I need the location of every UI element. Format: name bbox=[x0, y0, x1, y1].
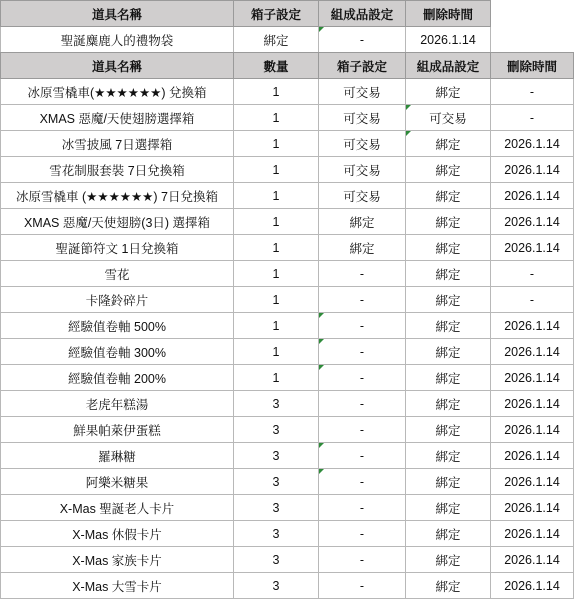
cell-box-setting bbox=[319, 105, 406, 131]
cell-delete-time-value: 2026.1.14 bbox=[504, 214, 560, 229]
cell-component-value: - bbox=[359, 32, 365, 47]
cell-component-setting bbox=[406, 417, 491, 443]
cell-component-setting-value: 綁定 bbox=[435, 449, 461, 464]
cell-delete-time bbox=[491, 391, 574, 417]
cell-delete-time-value: 2026.1.14 bbox=[504, 370, 560, 385]
cell-box-setting-value: 可交易 bbox=[343, 137, 381, 152]
cell-quantity bbox=[234, 495, 319, 521]
cell-delete-time-value: 2026.1.14 bbox=[504, 552, 560, 567]
cell-item-name bbox=[1, 287, 234, 313]
cell-item-name bbox=[1, 417, 234, 443]
cell-quantity-value: 3 bbox=[272, 526, 280, 541]
cell-component-setting bbox=[406, 547, 491, 573]
table-row bbox=[1, 521, 574, 547]
cell-delete-time-value: 2026.1.14 bbox=[504, 344, 560, 359]
cell-delete-time bbox=[491, 235, 574, 261]
cell-quantity-value: 1 bbox=[272, 84, 280, 99]
cell-component-setting bbox=[406, 157, 491, 183]
cell-quantity bbox=[234, 339, 319, 365]
cell-quantity bbox=[234, 261, 319, 287]
cell-delete-time-value: 2026.1.14 bbox=[504, 448, 560, 463]
cell-quantity bbox=[234, 287, 319, 313]
cell-box-setting bbox=[319, 313, 406, 339]
cell-component-setting-value: 可交易 bbox=[429, 111, 467, 126]
cell-quantity-value: 3 bbox=[272, 448, 280, 463]
table-row bbox=[1, 495, 574, 521]
cell-component-setting-value: 綁定 bbox=[435, 241, 461, 256]
cell-component-setting bbox=[406, 79, 491, 105]
cell-quantity bbox=[234, 79, 319, 105]
cell-item-name bbox=[1, 365, 234, 391]
cell-box-setting bbox=[319, 573, 406, 599]
cell-box-setting-value: - bbox=[359, 448, 365, 463]
cell-component-setting-value: 綁定 bbox=[435, 85, 461, 100]
items-table bbox=[0, 52, 574, 599]
cell-quantity bbox=[234, 547, 319, 573]
cell-item-name-value: 鮮果帕萊伊蛋糕 bbox=[73, 423, 161, 438]
cell-box-setting bbox=[319, 183, 406, 209]
cell-item-name-value: 經驗值卷軸 200% bbox=[68, 371, 166, 386]
table-row bbox=[1, 443, 574, 469]
cell-box-setting bbox=[319, 365, 406, 391]
cell-component-setting bbox=[406, 469, 491, 495]
cell-box-setting-value: - bbox=[359, 422, 365, 437]
cell-delete-time-value: - bbox=[529, 266, 535, 281]
cell-delete-time bbox=[491, 313, 574, 339]
cell-box-setting bbox=[319, 157, 406, 183]
cell-delete-time-value: 2026.1.14 bbox=[504, 474, 560, 489]
cell-delete-time bbox=[491, 417, 574, 443]
cell-delete-time bbox=[491, 157, 574, 183]
table-row bbox=[1, 391, 574, 417]
cell-box-setting-value: - bbox=[359, 552, 365, 567]
cell-delete-time bbox=[491, 261, 574, 287]
cell-component-setting bbox=[406, 573, 491, 599]
cell-component-setting bbox=[406, 339, 491, 365]
cell-quantity bbox=[234, 573, 319, 599]
header-box-setting: 箱子設定 bbox=[234, 1, 319, 27]
table-row bbox=[1, 105, 574, 131]
cell-quantity bbox=[234, 209, 319, 235]
gift-bag-header-row bbox=[1, 1, 491, 27]
cell-component-setting bbox=[406, 209, 491, 235]
table-row bbox=[1, 131, 574, 157]
cell-box-setting-value: - bbox=[359, 396, 365, 411]
cell-box-setting bbox=[319, 443, 406, 469]
cell-quantity-value: 3 bbox=[272, 474, 280, 489]
cell-component-setting-value: 綁定 bbox=[435, 215, 461, 230]
cell-item-name-value: X-Mas 休假卡片 bbox=[72, 527, 162, 542]
gift-bag-table bbox=[0, 0, 491, 53]
cell-item-name bbox=[1, 469, 234, 495]
cell-quantity bbox=[234, 443, 319, 469]
table-row bbox=[1, 287, 574, 313]
cell-delete-time-value: 2026.1.14 bbox=[504, 526, 560, 541]
cell-marker-icon bbox=[319, 27, 324, 32]
cell-box-setting bbox=[319, 261, 406, 287]
cell-component-setting bbox=[406, 391, 491, 417]
cell-quantity bbox=[234, 365, 319, 391]
cell-quantity-value: 1 bbox=[272, 136, 280, 151]
cell-box-setting-value: - bbox=[359, 292, 365, 307]
cell-item-name bbox=[1, 573, 234, 599]
cell-quantity bbox=[234, 313, 319, 339]
table-row bbox=[1, 339, 574, 365]
table-row bbox=[1, 235, 574, 261]
header-delete-time: 刪除時間 bbox=[491, 53, 574, 79]
cell-component-setting bbox=[406, 235, 491, 261]
cell-box-setting-value: - bbox=[359, 500, 365, 515]
cell-component-setting bbox=[406, 183, 491, 209]
cell-component-setting-value: 綁定 bbox=[435, 423, 461, 438]
cell-quantity-value: 1 bbox=[272, 214, 280, 229]
cell-item-name bbox=[1, 339, 234, 365]
cell-item-name bbox=[1, 157, 234, 183]
cell-quantity bbox=[234, 157, 319, 183]
table-row bbox=[1, 469, 574, 495]
cell-delete-time-value: 2026.1.14 bbox=[504, 578, 560, 593]
cell-delete-time-value: 2026.1.14 bbox=[504, 422, 560, 437]
cell-delete-time-value: 2026.1.14 bbox=[504, 396, 560, 411]
cell-component-setting-value: 綁定 bbox=[435, 475, 461, 490]
items-header-row bbox=[1, 53, 574, 79]
cell-item-name-value: 卡隆鈴碎片 bbox=[85, 293, 149, 308]
cell-marker-icon bbox=[319, 365, 324, 370]
cell-item-name-value: 阿樂米糖果 bbox=[85, 475, 149, 490]
cell-delete-time-value: 2026.1.14 bbox=[504, 318, 560, 333]
cell-delete-time-value: 2026.1.14 bbox=[504, 162, 560, 177]
cell-quantity-value: 1 bbox=[272, 266, 280, 281]
cell-delete-time-value: - bbox=[529, 292, 535, 307]
cell-item-name-value: 雪花制服套裝 7日兌換箱 bbox=[49, 163, 185, 178]
cell-component-setting-value: 綁定 bbox=[435, 345, 461, 360]
cell-item-name-value: X-Mas 大雪卡片 bbox=[72, 579, 162, 594]
cell-quantity-value: 3 bbox=[272, 500, 280, 515]
cell-item-name-value: 冰原雪橇車 (★★★★★★) 7日兌換箱 bbox=[16, 189, 218, 204]
cell-item-name bbox=[1, 521, 234, 547]
cell-box-setting-value: - bbox=[359, 474, 365, 489]
cell-quantity-value: 3 bbox=[272, 578, 280, 593]
cell-quantity-value: 1 bbox=[272, 188, 280, 203]
cell-quantity-value: 1 bbox=[272, 344, 280, 359]
table-row bbox=[1, 79, 574, 105]
cell-marker-icon bbox=[406, 105, 411, 110]
cell-delete-time bbox=[491, 469, 574, 495]
table-row bbox=[1, 261, 574, 287]
cell-component-setting bbox=[406, 261, 491, 287]
cell-box-setting bbox=[319, 391, 406, 417]
cell-quantity-value: 3 bbox=[272, 396, 280, 411]
cell-delete-time bbox=[491, 209, 574, 235]
cell-item-name bbox=[1, 443, 234, 469]
cell-component-setting bbox=[406, 131, 491, 157]
header-delete-time: 刪除時間 bbox=[406, 1, 491, 27]
cell-box-setting-value: - bbox=[359, 318, 365, 333]
cell-marker-icon bbox=[319, 339, 324, 344]
cell-box-setting-value: 可交易 bbox=[343, 189, 381, 204]
cell-quantity-value: 1 bbox=[272, 162, 280, 177]
cell-box-setting bbox=[319, 339, 406, 365]
cell-item-name-value: 老虎年糕湯 bbox=[85, 397, 149, 412]
table-row bbox=[1, 573, 574, 599]
cell-component-setting-value: 綁定 bbox=[435, 137, 461, 152]
cell-box-setting-value: 可交易 bbox=[343, 85, 381, 100]
cell-delete-time-value: 2026.1.14 bbox=[504, 188, 560, 203]
cell-item-name-value: 經驗值卷軸 300% bbox=[68, 345, 166, 360]
cell-quantity bbox=[234, 105, 319, 131]
cell-item-name-value: 冰雪披風 7日選擇箱 bbox=[61, 137, 173, 152]
cell-delete-time bbox=[491, 443, 574, 469]
cell-item-name bbox=[1, 183, 234, 209]
cell-item-name-value: 經驗值卷軸 500% bbox=[68, 319, 166, 334]
header-quantity: 數量 bbox=[234, 53, 319, 79]
cell-quantity bbox=[234, 235, 319, 261]
cell-box-setting-value: - bbox=[359, 526, 365, 541]
gift-bag-row bbox=[1, 27, 491, 53]
cell-box-setting-value: 綁定 bbox=[349, 215, 375, 230]
cell-quantity bbox=[234, 391, 319, 417]
cell-component-setting-value: 綁定 bbox=[435, 527, 461, 542]
cell-component-setting-value: 綁定 bbox=[435, 163, 461, 178]
cell-item-name-value: XMAS 惡魔/天使翅膀選擇箱 bbox=[39, 111, 195, 126]
cell-box-setting bbox=[319, 287, 406, 313]
cell-marker-icon bbox=[319, 469, 324, 474]
cell-component-setting bbox=[406, 521, 491, 547]
cell-item-name bbox=[1, 391, 234, 417]
cell-quantity-value: 3 bbox=[272, 552, 280, 567]
cell-delete-time bbox=[491, 183, 574, 209]
header-box-setting: 箱子設定 bbox=[319, 53, 406, 79]
cell-marker-icon bbox=[406, 131, 411, 136]
cell-box-setting bbox=[319, 495, 406, 521]
cell-quantity-value: 1 bbox=[272, 292, 280, 307]
cell-delete-time-value: 2026.1.14 bbox=[504, 240, 560, 255]
cell-component-setting-value: 綁定 bbox=[435, 501, 461, 516]
items-body bbox=[1, 79, 574, 599]
cell-component-setting-value: 綁定 bbox=[435, 319, 461, 334]
cell-quantity bbox=[234, 469, 319, 495]
cell-item-name bbox=[1, 79, 234, 105]
cell-quantity-value: 1 bbox=[272, 318, 280, 333]
cell-delete-time bbox=[491, 365, 574, 391]
cell-box-setting-value: 可交易 bbox=[343, 163, 381, 178]
cell-box-setting: 綁定 bbox=[234, 27, 319, 53]
cell-item-name bbox=[1, 261, 234, 287]
header-component-setting: 組成品設定 bbox=[319, 1, 406, 27]
cell-box-setting bbox=[319, 235, 406, 261]
cell-component-setting-value: 綁定 bbox=[435, 267, 461, 282]
table-row bbox=[1, 183, 574, 209]
cell-box-setting bbox=[319, 131, 406, 157]
cell-marker-icon bbox=[319, 443, 324, 448]
cell-quantity-value: 1 bbox=[272, 370, 280, 385]
cell-delete-time: 2026.1.14 bbox=[406, 27, 491, 53]
cell-box-setting-value: 綁定 bbox=[349, 241, 375, 256]
cell-delete-time bbox=[491, 573, 574, 599]
table-row bbox=[1, 417, 574, 443]
cell-delete-time bbox=[491, 131, 574, 157]
header-component-setting: 組成品設定 bbox=[406, 53, 491, 79]
cell-box-setting bbox=[319, 521, 406, 547]
cell-quantity-value: 3 bbox=[272, 422, 280, 437]
cell-delete-time bbox=[491, 79, 574, 105]
cell-item-name-value: 冰原雪橇車(★★★★★★) 兌換箱 bbox=[27, 85, 207, 100]
cell-item-name bbox=[1, 547, 234, 573]
cell-marker-icon bbox=[319, 313, 324, 318]
table-row bbox=[1, 157, 574, 183]
cell-delete-time bbox=[491, 105, 574, 131]
cell-item-name: 聖誕麋鹿人的禮物袋 bbox=[1, 27, 234, 53]
cell-component-setting-value: 綁定 bbox=[435, 579, 461, 594]
cell-component-setting-value: 綁定 bbox=[435, 189, 461, 204]
cell-component-setting bbox=[406, 287, 491, 313]
cell-item-name-value: XMAS 惡魔/天使翅膀(3日) 選擇箱 bbox=[23, 215, 211, 230]
cell-item-name bbox=[1, 495, 234, 521]
cell-delete-time bbox=[491, 547, 574, 573]
cell-box-setting bbox=[319, 79, 406, 105]
cell-box-setting-value: 可交易 bbox=[343, 111, 381, 126]
cell-quantity-value: 1 bbox=[272, 240, 280, 255]
cell-component-setting-value: 綁定 bbox=[435, 293, 461, 308]
cell-box-setting-value: - bbox=[359, 344, 365, 359]
cell-quantity bbox=[234, 131, 319, 157]
cell-component-setting bbox=[406, 443, 491, 469]
cell-quantity bbox=[234, 521, 319, 547]
header-item-name: 道具名稱 bbox=[1, 53, 234, 79]
cell-item-name-value: X-Mas 聖誕老人卡片 bbox=[59, 501, 175, 516]
cell-delete-time bbox=[491, 495, 574, 521]
cell-quantity-value: 1 bbox=[272, 110, 280, 125]
table-row bbox=[1, 547, 574, 573]
cell-component-setting-value: 綁定 bbox=[435, 371, 461, 386]
header-item-name: 道具名稱 bbox=[1, 1, 234, 27]
cell-delete-time bbox=[491, 287, 574, 313]
cell-item-name-value: 羅琳糖 bbox=[98, 449, 136, 464]
cell-box-setting bbox=[319, 209, 406, 235]
cell-quantity bbox=[234, 183, 319, 209]
cell-component-setting bbox=[406, 365, 491, 391]
table-row bbox=[1, 209, 574, 235]
cell-delete-time bbox=[491, 521, 574, 547]
cell-component-setting bbox=[406, 313, 491, 339]
cell-box-setting-value: - bbox=[359, 370, 365, 385]
cell-box-setting-value: - bbox=[359, 266, 365, 281]
cell-delete-time-value: - bbox=[529, 110, 535, 125]
cell-item-name bbox=[1, 209, 234, 235]
cell-box-setting bbox=[319, 417, 406, 443]
cell-component-setting-value: 綁定 bbox=[435, 553, 461, 568]
cell-box-setting-value: - bbox=[359, 578, 365, 593]
cell-item-name bbox=[1, 313, 234, 339]
cell-item-name-value: 聖誕節符文 1日兌換箱 bbox=[55, 241, 179, 256]
cell-component-setting bbox=[406, 105, 491, 131]
cell-item-name bbox=[1, 131, 234, 157]
table-row bbox=[1, 365, 574, 391]
cell-box-setting bbox=[319, 469, 406, 495]
cell-delete-time-value: 2026.1.14 bbox=[504, 500, 560, 515]
cell-delete-time-value: 2026.1.14 bbox=[504, 136, 560, 151]
cell-component-setting bbox=[406, 495, 491, 521]
cell-item-name bbox=[1, 105, 234, 131]
cell-item-name bbox=[1, 235, 234, 261]
cell-item-name-value: 雪花 bbox=[104, 267, 130, 282]
cell-component-setting-value: 綁定 bbox=[435, 397, 461, 412]
cell-delete-time-value: - bbox=[529, 84, 535, 99]
cell-component-setting bbox=[319, 27, 406, 53]
cell-delete-time bbox=[491, 339, 574, 365]
table-row bbox=[1, 313, 574, 339]
cell-item-name-value: X-Mas 家族卡片 bbox=[72, 553, 162, 568]
cell-quantity bbox=[234, 417, 319, 443]
cell-box-setting bbox=[319, 547, 406, 573]
